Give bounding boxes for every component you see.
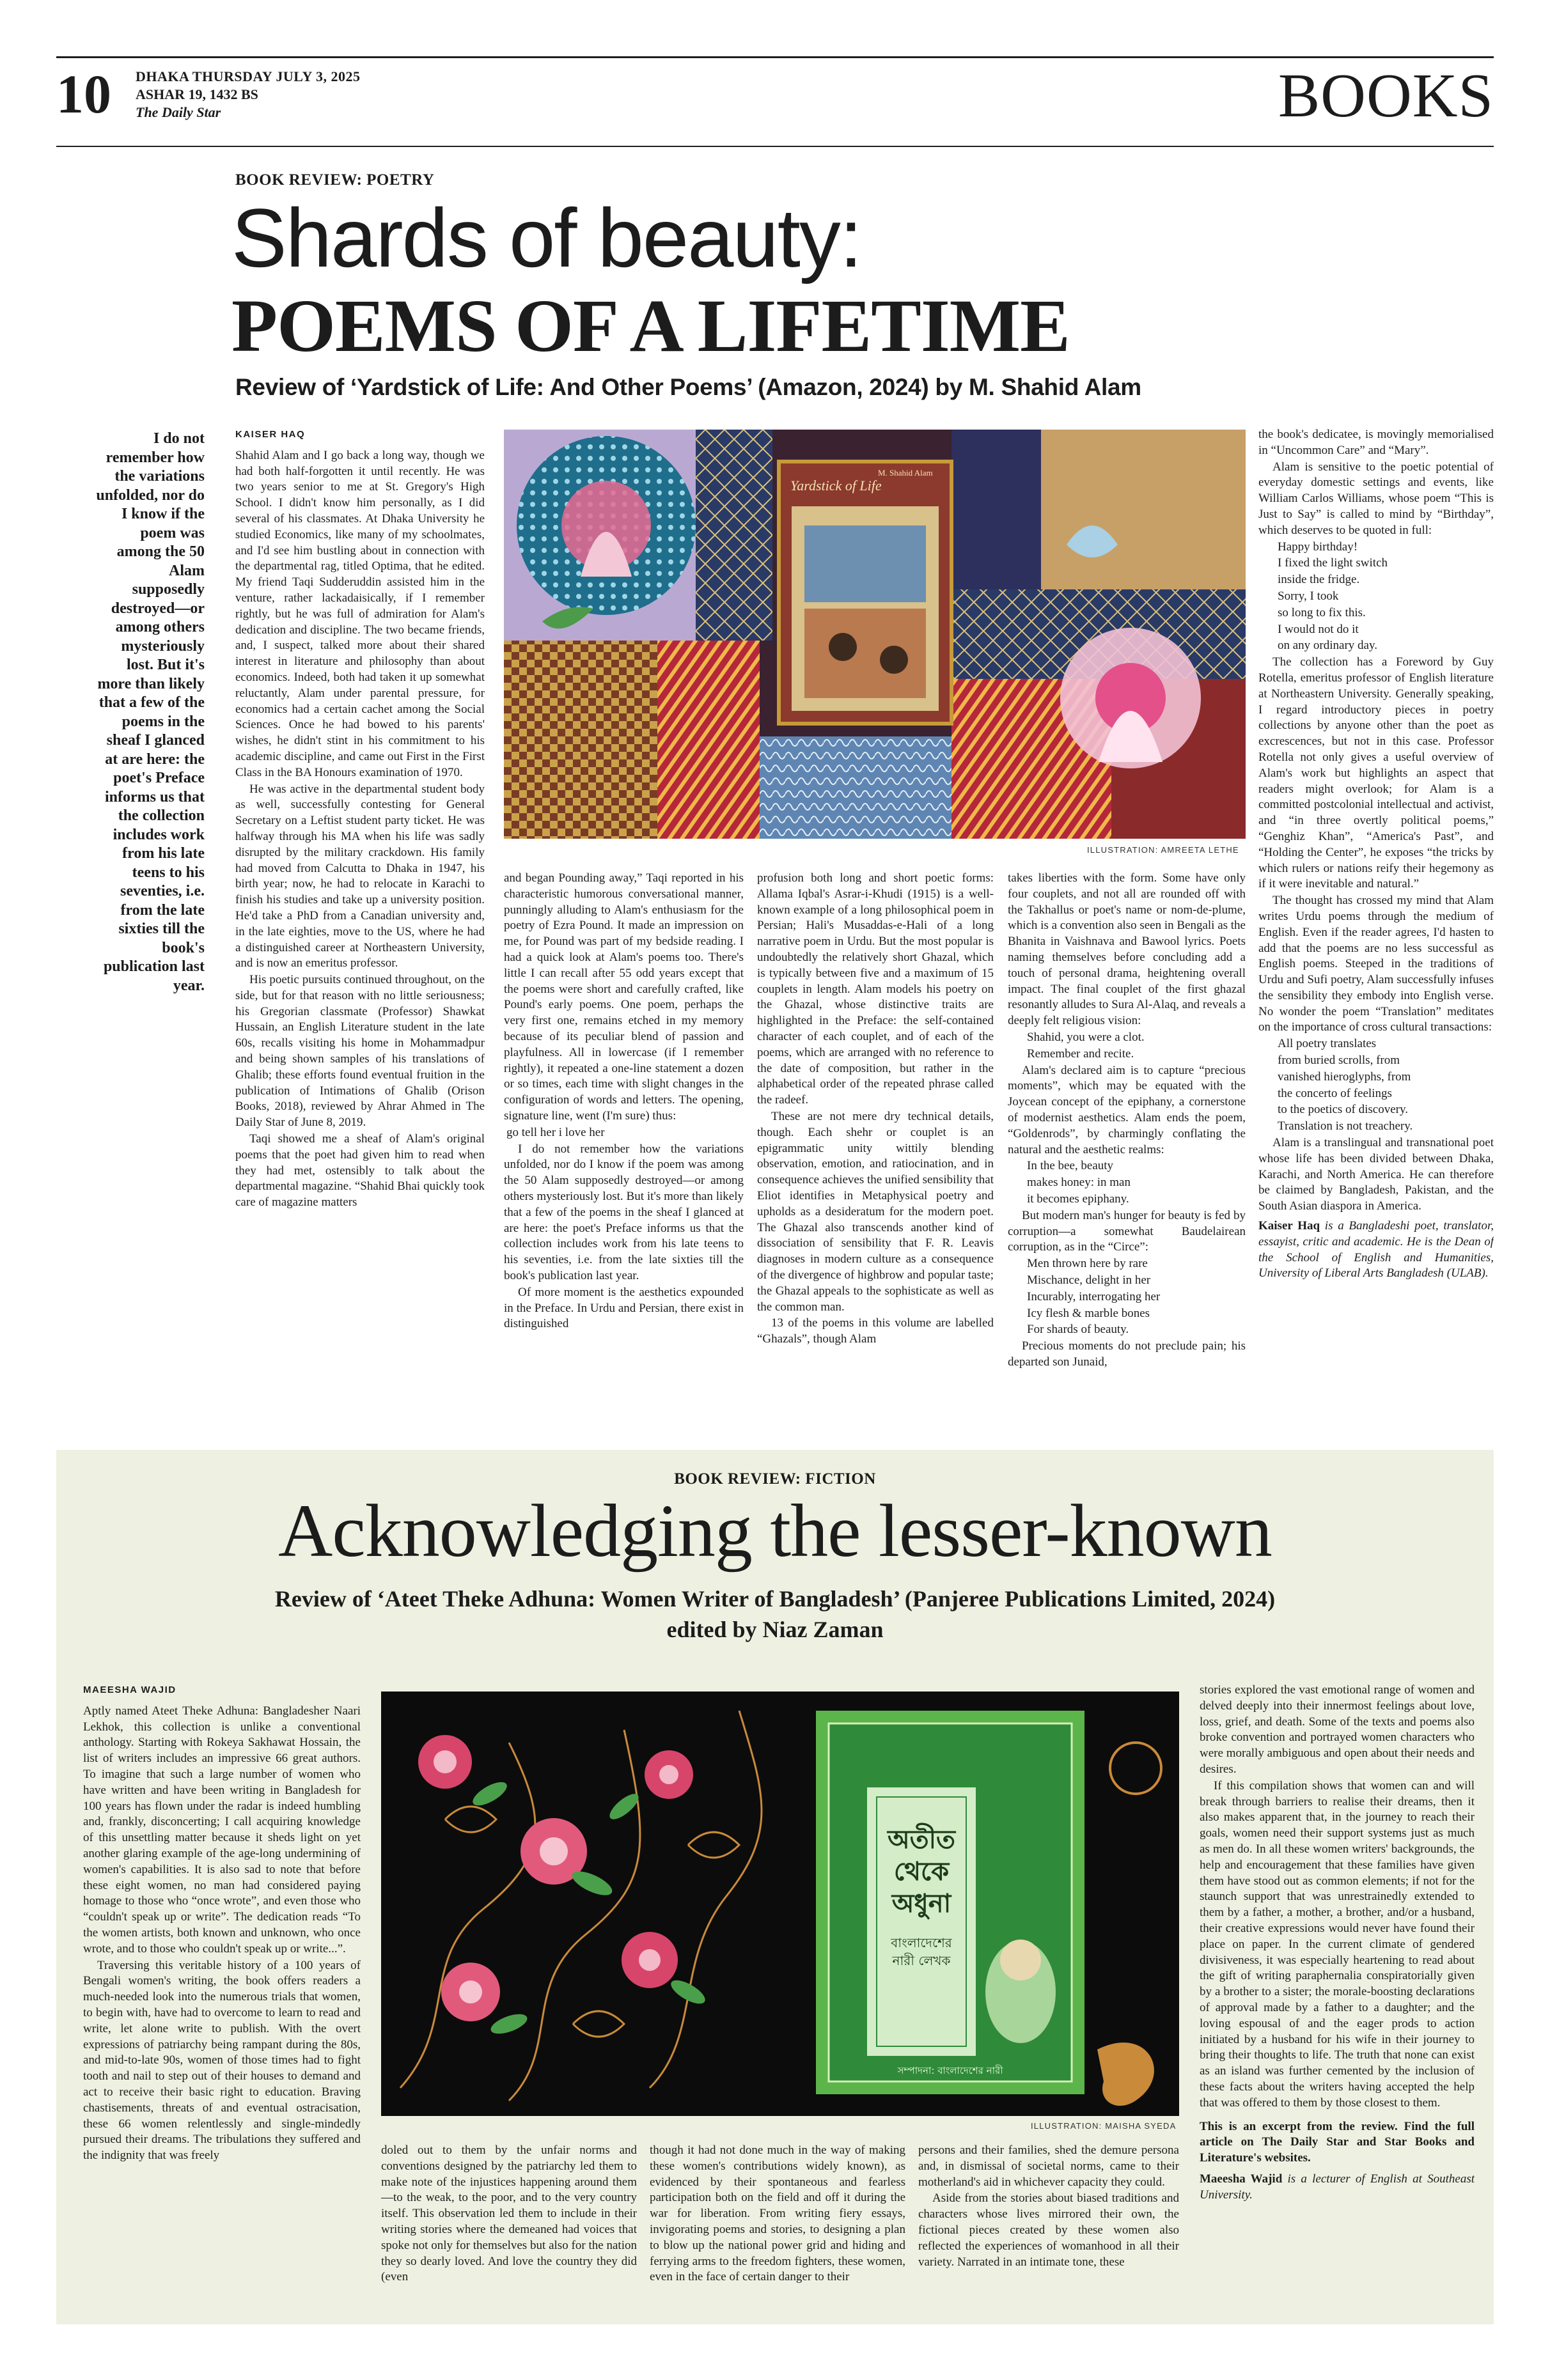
- verse-line: Translation is not treachery.: [1278, 1119, 1413, 1133]
- fiction-kicker: BOOK REVIEW: FICTION: [674, 1470, 876, 1488]
- fiction-illustration: [381, 1692, 1179, 2116]
- poetry-headline-line2: POEMS OF A LIFETIME: [231, 284, 1070, 368]
- paragraph: the book's dedicatee, is movingly memorialised in “Uncommon Care” and “Mary”.: [1258, 428, 1494, 457]
- verse-line: I would not do it: [1278, 622, 1359, 636]
- verse-line: Incurably, interrogating her: [1027, 1289, 1161, 1303]
- paragraph: I do not remember how the variations unfolded, nor do I know if the poem was among the 50 Alam supposedly destroyed—or among others mysteriously lost. But it's more than likely that a few of the poems in the sheaf I glanced at are here: the poet's Preface informs us that the collection includes work from his late teens to his seventies, i.e. from the late sixties till the book's publication last year.: [504, 1142, 744, 1282]
- verse-line: on any ordinary day.: [1278, 639, 1377, 653]
- paragraph: Taqi showed me a sheaf of Alam's original poems that the poet had given him to read when they had met, ostensibly to talk about the departmental magazine. “Shahid Bhai quickly took care of magazine matters: [235, 1132, 485, 1209]
- excerpt-note: This is an excerpt from the review. Find the full article on The Daily Star and Star Books and Literature's websites.: [1200, 2119, 1475, 2165]
- fiction-column-4: [918, 2143, 1179, 2314]
- author-name: Maeesha Wajid: [1200, 2172, 1283, 2186]
- verse-line: inside the fridge.: [1278, 573, 1360, 587]
- fiction-illustration-art: [381, 1692, 1179, 2116]
- paragraph: The thought has crossed my mind that Alam writes Urdu poems through the medium of English. Even if the reader agrees, I'd hasten to add that the poems are no less successful as English poems. Steeped in the traditions of Urdu and Sufi poetry, Alam successfully infuses the sensibility they embody into English verse. No wonder the poem “Translation” meditates on the importance of cross cultural transactions:: [1258, 894, 1494, 1034]
- paragraph: But modern man's hunger for beauty is fed by corruption—a somewhat Baudelairean corruption, as in the “Circe”:: [1008, 1208, 1246, 1254]
- paragraph: Aside from the stories about biased traditions and characters whose lives mirrored their own, the fictional pieces created by these women also reflected the experiences of womanhood in all their variety. Narrated in an intimate tone, these: [918, 2191, 1179, 2269]
- fiction-cover-title-2: থেকে: [893, 1857, 950, 1886]
- verse-line: from buried scrolls, from: [1278, 1054, 1400, 1068]
- paragraph: His poetic pursuits continued throughout, on the side, but for that reason with no little seriousness; his Gregorian classmate (Professor) Shawkat Hussain, an English Literature student in the late 60s, recalls visiting his home in Mohammadpur and being shown samples of his translations of Ghalib; these efforts found eventual fruition in the publication of Intimations of Ghalib (Orison Books, 2018), reviewed by Ahrar Ahmed in The Daily Star of June 8, 2019.: [235, 973, 485, 1130]
- verse-line: Shahid, you were a clot.: [1027, 1030, 1145, 1044]
- poetry-pull-quote: I do not remember how the variations unfolded, nor do I know if the poem was among the 50 Alam supposedly destroyed—or among others mysteriously lost. But it's more than likely that a few of the poems in the sheaf I glanced at are here: the poet's Preface informs us that the collection includes work from his late teens to his seventies, i.e. from the late sixties till the book's publication last year.: [96, 430, 205, 994]
- author-note: [1200, 2172, 1475, 2204]
- verse-line: to the poetics of discovery.: [1278, 1103, 1409, 1117]
- poetry-byline: KAISER HAQ: [235, 429, 306, 440]
- verse-line: For shards of beauty.: [1027, 1323, 1129, 1337]
- verse-line: Remember and recite.: [1027, 1046, 1134, 1061]
- paragraph: 13 of the poems in this volume are labelled “Ghazals”, though Alam: [757, 1316, 994, 1346]
- paragraph: He was active in the departmental student body as well, successfully contesting for General Secretary on a Leftist student party ticket. He was halfway through his MA when his life was sadly disrupted by the military crackdown. His family had moved from Calcutta to Dhaka in 1947, his birth year; now, he had to relocate in Karachi to finish his studies and take up a university position. He'd take a PhD from a Canadian university and, in the late eighties, move to the US, where he had a distinguished career at Northeastern University, and is now an emeritus professor.: [235, 782, 485, 970]
- paragraph: Alam's declared aim is to capture “precious moments”, which may be equated with the Joycean concept of the epiphany, a cornerstone of modernist aesthetics. Alam ends the poem, “Goldenrods”, by charmingly conflating the natural and the aesthetic realms:: [1008, 1063, 1246, 1156]
- paper-logo: The Daily Star: [136, 104, 221, 120]
- paragraph: These are not mere dry technical details, though. Each shehr or couplet is an epigrammatic unity wittily blending observation, emotion, and ratiocination, and in consequence achieves the unified sensibility that Eliot identifies in Metaphysical poetry and upholds as a desideratum for the modern poet. The Ghazal also transcends another kind of dissociation of sensibility that F. R. Leavis diagnoses in modern culture as a consequence of the divergence of highbrow and popular taste; the Ghazal appeals to the sophisticate as well as the common man.: [757, 1109, 994, 1314]
- poetry-cover-title: Yardstick of Life: [790, 478, 882, 494]
- verse-line: Happy birthday!: [1278, 540, 1358, 554]
- verse-line: vanished hieroglyphs, from: [1278, 1069, 1411, 1084]
- paragraph: stories explored the vast emotional range of women and delved deeply into their innermost feelings about love, loss, grief, and death. Some of the texts and poems also broke convention and portrayed women characters who were morally ambiguous and open about their needs and desires.: [1200, 1683, 1475, 1776]
- paragraph: Shahid Alam and I go back a long way, though we had both half-forgotten it until recently. He was two years senior to me at St. Gregory's High School. I didn't know him personally, as I did several of his classmates. At Dhaka University he studied Economics, like many of my schoolmates, and I'd see him bustling about in connection with the departmental rag, titled Optima, that he edited. My friend Taqi Sudderuddin assisted him in the venture, rather lackadaisically, if I remember rightly, but he was full of admiration for Alam's dedication and discipline. The two became friends, and, I suspect, talked more about their shared interest in literature and philosophy than about economics. Indeed, both had taken it up somewhat reluctantly, Alam under parental pressure, for economics had a certain cachet among the Social Sciences. Once he had bowed to his parents' wishes, he didn't stint in his commitment to his academic discipline, and came out First in the First Class in the BA Honours examination of 1970.: [235, 448, 485, 779]
- fiction-byline: MAEESHA WAJID: [83, 1684, 176, 1695]
- masthead-top-rule: [56, 56, 1494, 58]
- paragraph: Alam is sensitive to the poetic potential of everyday domestic settings and events, like William Carlos Williams, whose poem “This is Just to Say” is called to mind by “Birthday”, which deserves to be quoted in full:: [1258, 460, 1494, 537]
- poetry-column-4: [1008, 871, 1246, 1431]
- paragraph: Traversing this veritable history of a 100 years of Bengali women's writing, the book offers readers a much-needed look into the numerous trials that women, to begin with, have had to overcome to learn to read and write, let alone write to publish. With the overt expressions of patriarchy being rampant during the 80s, and mid-to-late 90s, women of those times had to fight tooth and nail to step out of their houses to demand and act to receive their basic right to education. Braving chastisements, threats of and eventual ostracisation, these 66 women relentlessly and single-mindedly pursued their dreams. The tribulations they suffered and the indignity that was freely: [83, 1958, 361, 2163]
- paragraph: Alam is a translingual and transnational poet whose life has been divided between Dhaka, Karachi, and North America. He can therefore be claimed by Bangladesh, Pakistan, and the South Asian diaspora in America.: [1258, 1136, 1494, 1213]
- verse-line: the concerto of feelings: [1278, 1086, 1392, 1100]
- paragraph: Precious moments do not preclude pain; his departed son Junaid,: [1008, 1339, 1246, 1369]
- poetry-cover-author: M. Shahid Alam: [878, 468, 933, 478]
- fiction-illustration-credit: ILLUSTRATION: MAISHA SYEDA: [1031, 2121, 1177, 2131]
- verse-line: I fixed the light switch: [1278, 556, 1388, 570]
- paragraph: though it had not done much in the way of making these women's contributions widely known), as evidenced by their spontaneous and fearless participation both on the field and off it during the war for liberation. From writing fiery essays, invigorating poems and stories, to designing a plan to blow up the national power grid and hiding and ferrying arms to the freedom fighters, these women, even in the face of certain danger to their: [650, 2143, 905, 2284]
- author-name: Kaiser Haq: [1258, 1219, 1320, 1233]
- paragraph: doled out to them by the unfair norms and conventions designed by the patriarchy led them to make note of the injustices happening around them—to the weak, to the poor, and to the very country itself. This observation led them to include in their writing stories where the demeaned had voices that spoke not only for themselves but also for the nation they so dearly loved. And love the country they did (even: [381, 2143, 637, 2284]
- paragraph: profusion both long and short poetic forms: Allama Iqbal's Asrar-i-Khudi (1915) is a well-known example of a long philosophical poem in Persian; Hali's Musaddas-e-Hali of a long narrative poem in Urdu. But the most popular is undoubtedly the relatively short Ghazal, which is typically between five and a maximum of 15 couplets in length. Alam models his poetry on the Ghazal, whose distinctive traits are highlighted in the Preface: the self-contained character of each couplet, and of each of the poems, which are arranged with no reference to the date of composition, but rather in the alphabetical order of the repeated phrase called the radeef.: [757, 871, 994, 1107]
- poetry-column-3: [757, 871, 994, 1431]
- fiction-subtitle-line2: edited by Niaz Zaman: [666, 1617, 884, 1642]
- verse-line: All poetry translates: [1278, 1037, 1377, 1051]
- fiction-subtitle-line1: Review of ‘Ateet Theke Adhuna: Women Writer of Bangladesh’ (Panjeree Publications Limited, 2024): [274, 1586, 1276, 1612]
- verse-line: Men thrown here by rare: [1027, 1257, 1148, 1271]
- verse-line: In the bee, beauty: [1027, 1159, 1114, 1173]
- verse-line: it becomes epiphany.: [1027, 1192, 1129, 1206]
- dateline: DHAKA THURSDAY JULY 3, 2025: [136, 68, 361, 84]
- author-note: [1258, 1218, 1494, 1282]
- fiction-cover-footer: সম্পাদনা: বাংলাদেশের নারী: [897, 2065, 1003, 2076]
- masthead-bottom-rule: [56, 146, 1494, 147]
- verse-line: so long to fix this.: [1278, 605, 1366, 619]
- author-bio: is a Bangladeshi poet, translator, essayist, critic and academic. He is the Dean of the School of English and Humanities, University of Liberal Arts Bangladesh (ULAB).: [1258, 1219, 1494, 1280]
- poetry-illustration-credit: ILLUSTRATION: AMREETA LETHE: [1087, 845, 1239, 855]
- verse-line: Icy flesh & marble bones: [1027, 1306, 1150, 1320]
- paragraph: Of more moment is the aesthetics expounded in the Preface. In Urdu and Persian, there exist in distinguished: [504, 1285, 744, 1331]
- verse-line: Sorry, I took: [1278, 589, 1339, 603]
- paragraph: Aptly named Ateet Theke Adhuna: Bangladesher Naari Lekhok, this collection is unlike a conventional anthology. Starting with Rokeya Sakhawat Hossain, the list of writers includes an impressive 66 great authors. To imagine that such a large number of women who have written and have been writing in Bangladesh for 100 years has flown under the radar is indeed humbling and, frankly, disconcerting; I call acquiring knowledge of this unsettling matter because it sheds light on yet another glaring example of the age-long undermining of women's capabilities. It is also sad to note that before these eight women, no man had considered paying homage to those who “once wrote”, and even those who “couldn't speak up or write”. The dedication reads “To the women artists, both known and unknown, who once wrote, and to those who couldn't speak up or write...”.: [83, 1704, 361, 1956]
- paragraph: takes liberties with the form. Some have only four couplets, and not all are rounded off with the Takhallus or poet's name or nom-de-plume, which is a convention also seen in Bengali as the Bhanita in Vaishnava and Bawool lyrics. Poets naming themselves before concluding add a touch of personal drama, heightening overall impact. The final couplet of the first ghazal resonantly alludes to Sura Al-Alaq, and reveals a deeply felt religious vision:: [1008, 871, 1246, 1028]
- paragraph: persons and their families, shed the demure persona and, in dismissal of societal norms, came to their motherland's aid in whichever capacity they could.: [918, 2143, 1179, 2189]
- poetry-column-5: [1258, 427, 1494, 1431]
- page-number: 10: [56, 63, 111, 125]
- verse-line: makes honey: in man: [1027, 1176, 1131, 1190]
- author-bio: is a lecturer of English at Southeast University.: [1200, 2172, 1475, 2202]
- poetry-kicker: BOOK REVIEW: POETRY: [235, 171, 435, 189]
- poetry-column-2: [504, 871, 744, 1431]
- fiction-column-3: [650, 2143, 905, 2314]
- paragraph: The collection has a Foreword by Guy Rotella, emeritus professor of English literature at Northeastern University. Generally speaking, I regard introductory pieces in poetry collections by anyone other than the poet as excrescences, but not in this case. Professor Rotella not only gives a useful overview of Alam's work but highlights an aspect that readers might overlook; for Alam is a committed postcolonial intellectual and activist, and “in three overtly political poems,” “Genghiz Khan”, “America's Past”, and “Holding the Center”, he exposes “the tricks by which rulers or nations reify their hegemony as if it were inevitable and natural.”: [1258, 655, 1494, 891]
- fiction-headline: Acknowledging the lesser-known: [278, 1489, 1272, 1573]
- poetry-illustration-art: [504, 430, 1246, 839]
- fiction-cover-title-3: অধুনা: [891, 1889, 951, 1918]
- bangla-date: ASHAR 19, 1432 BS: [136, 86, 258, 102]
- paragraph: If this compilation shows that women can and will break through barriers to realise their dreams, then it also makes apparent that, in the journey to reach their goals, women need their support systems just as much as men do. In all these women writers' backgrounds, the help and encouragement that these families have given them have stood out as common elements; if not for the staunch support that was unrestrainedly extended to them by a father, a mother, a brother, and/or a husband, their creative expressions would never have found their place on paper. In the current climate of gendered divisiveness, it was especially heartening to read about the gift of writing paraphernalia conspiratorially given by a brother to a sister; the morale-boosting declarations of approval made by a father to a daughter; and the loving espousal of and the eager prods to action initiated by a husband for his wife in their journey to bring their thoughts to life. The truth that none can exist as an island was further cemented by the inclusion of these facts about the writers having accepted the help that was offered to them by those closest to them.: [1200, 1778, 1475, 2110]
- fiction-column-1: [83, 1683, 361, 2315]
- fiction-cover-subtitle-2: নারী লেখক: [892, 1953, 951, 1968]
- verse-line: Mischance, delight in her: [1027, 1273, 1151, 1287]
- section-name: BOOKS: [1278, 61, 1494, 130]
- poetry-headline-line1: Shards of beauty:: [231, 191, 861, 284]
- fiction-column-2: [381, 2143, 637, 2314]
- paragraph: and began Pounding away,” Taqi reported in his characteristic humorous conversational manner, punningly alluding to Alam's enthusiasm for the poetry of Ezra Pound. It made an impression on me, for Pound was part of my bedside reading. I had a quick look at Alam's poems too. There's little I can recall after 55 odd years except that the poems were short and carefully crafted, like Pound's early poems. One poem, perhaps the very first one, remains etched in my memory because of its peculiar blend of passion and playfulness. All in lowercase (if I remember rightly), it repeated a one-line statement a dozen or so times, each time with slight changes in the configuration of words and letters. The opening, signature line, went (I'm sure) thus:: [504, 871, 744, 1123]
- poetry-illustration: [504, 430, 1246, 839]
- fiction-cover-subtitle-1: বাংলাদেশের: [891, 1935, 952, 1950]
- fiction-cover-title-1: অতীত: [887, 1825, 956, 1855]
- poetry-subtitle: Review of ‘Yardstick of Life: And Other Poems’ (Amazon, 2024) by M. Shahid Alam: [235, 374, 1141, 400]
- fiction-column-5: [1200, 1683, 1475, 2315]
- poetry-column-1: [235, 427, 485, 1431]
- quoted-line: go tell her i love her: [506, 1125, 605, 1139]
